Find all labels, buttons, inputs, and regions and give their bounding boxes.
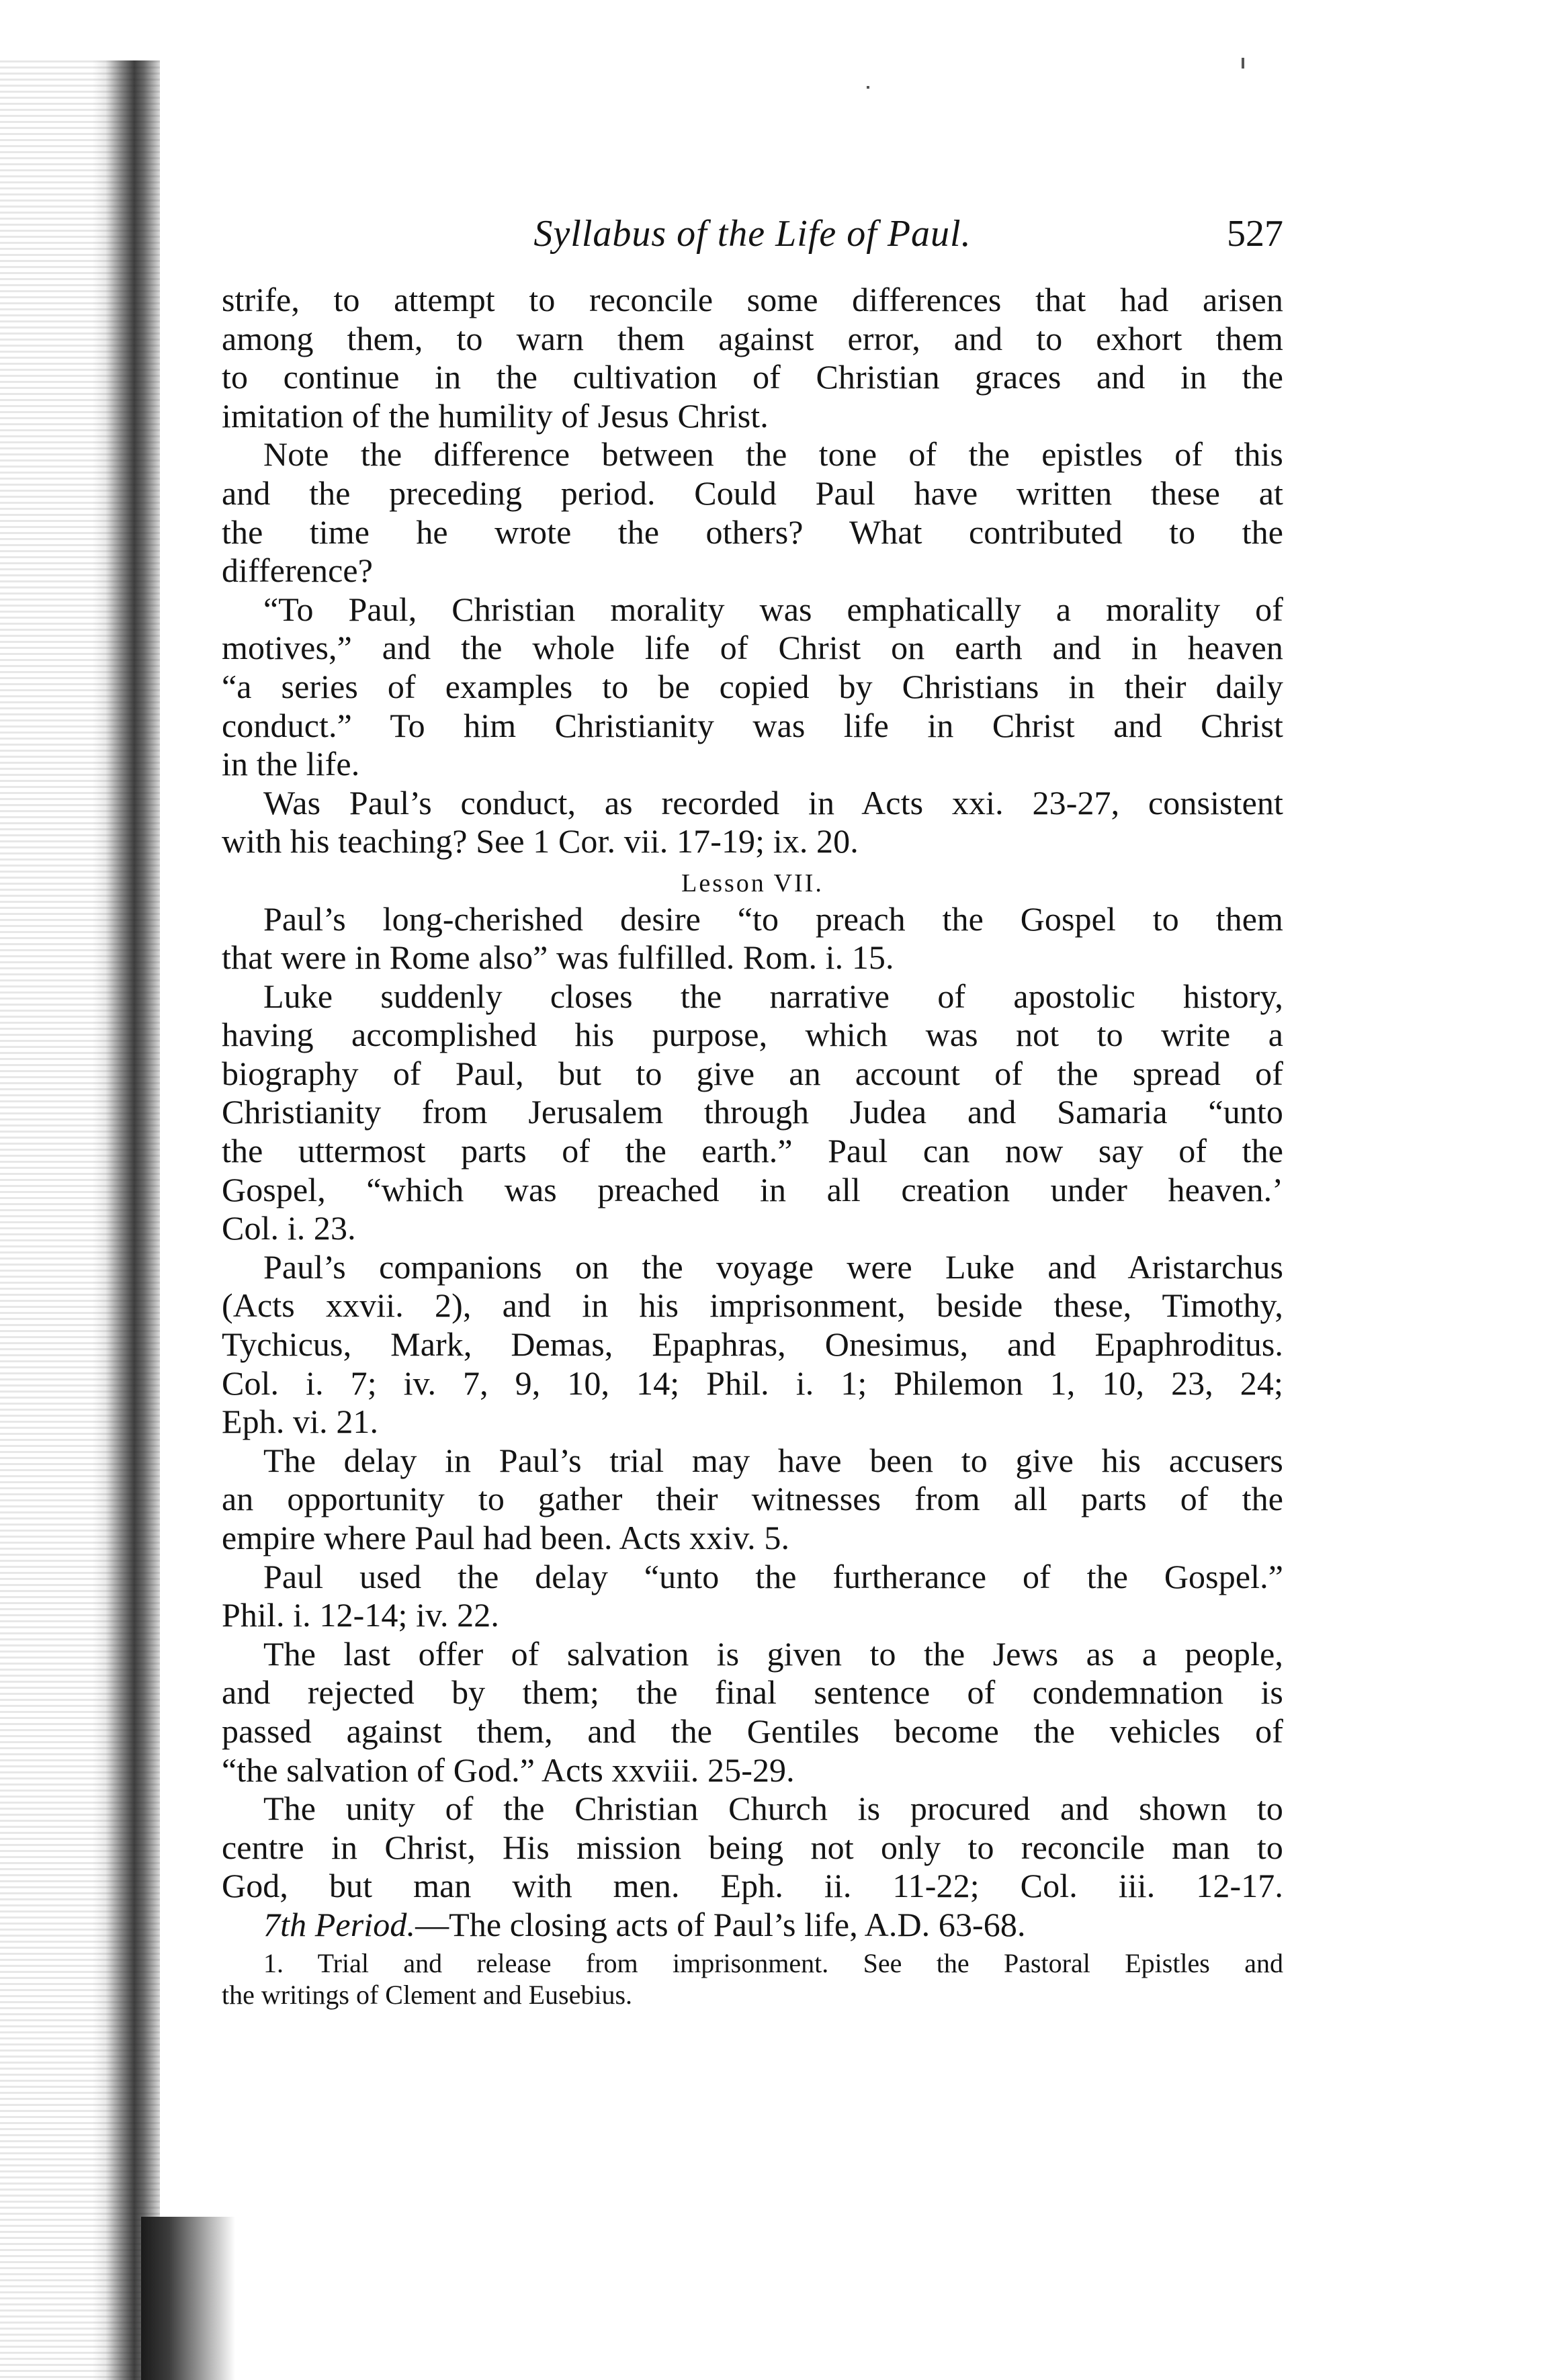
text-line: “the salvation of God.” Acts xxviii. 25-29. — [222, 1751, 795, 1789]
text-line: that were in Rome also” was fulfilled. Rom. i. 15. — [222, 938, 894, 977]
binding-shadow — [141, 2217, 235, 2380]
page-header — [222, 207, 1283, 261]
text-line: passed against them, and the Gentiles become the vehicles of — [222, 1712, 1283, 1750]
text-line: Was Paul’s conduct, as recorded in Acts xxi. 23-27, consistent — [263, 783, 1283, 822]
lesson-heading — [222, 861, 1283, 900]
text-line: Col. i. 23. — [222, 1209, 356, 1247]
text-line: with his teaching? See 1 Cor. vii. 17-19; ix. 20. — [222, 822, 859, 861]
text-line: having accomplished his purpose, which was not to write a — [222, 1016, 1283, 1054]
text-line: an opportunity to gather their witnesses from all parts of the — [222, 1480, 1283, 1518]
text-line: “To Paul, Christian morality was emphatically a morality of — [263, 590, 1283, 628]
text-line: and rejected by them; the final sentence of condemnation is — [222, 1673, 1283, 1712]
text-line: motives,” and the whole life of Christ on earth and in heaven — [222, 629, 1283, 667]
text-line: centre in Christ, His mission being not only to reconcile man to — [222, 1828, 1283, 1866]
stray-mark — [867, 86, 869, 89]
text-line: Eph. vi. 21. — [222, 1403, 379, 1441]
lesson-heading-text: Lesson VII. — [681, 869, 824, 897]
text-line: in the life. — [222, 745, 360, 783]
text-line: The delay in Paul’s trial may have been to give his accusers — [263, 1441, 1283, 1479]
text-line: to continue in the cultivation of Christian graces and in the — [222, 358, 1283, 396]
text-line: (Acts xxvii. 2), and in his imprisonment, beside these, Timothy, — [222, 1286, 1283, 1325]
text-line: the uttermost parts of the earth.” Paul can now say of the — [222, 1132, 1283, 1170]
text-line: Paul’s companions on the voyage were Luke and Aristarchus — [263, 1247, 1283, 1286]
text-line: Paul’s long-cherished desire “to preach the Gospel to them — [263, 899, 1283, 938]
text-line: Tychicus, Mark, Demas, Epaphras, Onesimus, and Epaphroditus. — [222, 1325, 1283, 1364]
text-line: difference? — [222, 552, 374, 590]
text-line: The last offer of salvation is given to the Jews as a people, — [263, 1634, 1283, 1673]
text-line: among them, to warn them against error, and to exhort them — [222, 319, 1283, 357]
text-line: Phil. i. 12-14; iv. 22. — [222, 1596, 499, 1634]
text-line: empire where Paul had been. Acts xxiv. 5. — [222, 1519, 790, 1556]
text-line: strife, to attempt to reconcile some differences that had arisen — [222, 281, 1283, 318]
text-line: Christianity from Jerusalem through Judea and Samaria “unto — [222, 1093, 1283, 1131]
period-text: —The closing acts of Paul’s life, A.D. 63-68. — [415, 1905, 1026, 1943]
stray-mark — [1242, 58, 1244, 69]
body-text — [222, 281, 1283, 2011]
text-line: conduct.” To him Christianity was life in Christ and Christ — [222, 706, 1283, 744]
text-line: Col. i. 7; iv. 7, 9, 10, 14; Phil. i. 1; Philemon 1, 10, 23, 24; — [222, 1364, 1283, 1402]
text-line: God, but man with men. Eph. ii. 11-22; Col. iii. 12-17. — [222, 1867, 1283, 1905]
period-label: 7th Period. — [263, 1905, 416, 1943]
running-title: Syllabus of the Life of Paul. — [533, 213, 972, 255]
footnote — [222, 1947, 1283, 2011]
page-number: 527 — [1227, 213, 1283, 255]
text-line: Gospel, “which was preached in all creation under heaven.’ — [222, 1170, 1283, 1208]
text-line: imitation of the humility of Jesus Christ. — [222, 396, 769, 435]
period-line — [222, 1906, 1283, 1945]
text-line: “a series of examples to be copied by Christians in their daily — [222, 667, 1283, 705]
text-line: Paul used the delay “unto the furtherance of the Gospel.” — [263, 1557, 1283, 1595]
text-line: Note the difference between the tone of the epistles of this — [263, 435, 1283, 474]
footnote-line: 1. Trial and release from imprisonment. See the Pastoral Epistles and — [263, 1947, 1283, 1978]
footnote-line: the writings of Clement and Eusebius. — [222, 1979, 633, 2010]
text-line: The unity of the Christian Church is procured and shown to — [263, 1790, 1283, 1828]
text-line: biography of Paul, but to give an account of the spread of — [222, 1054, 1283, 1092]
binding-edge — [0, 60, 160, 2380]
text-line: and the preceding period. Could Paul have written these at — [222, 474, 1283, 512]
text-line: the time he wrote the others? What contributed to the — [222, 513, 1283, 551]
text-line: Luke suddenly closes the narrative of apostolic history, — [263, 977, 1283, 1015]
